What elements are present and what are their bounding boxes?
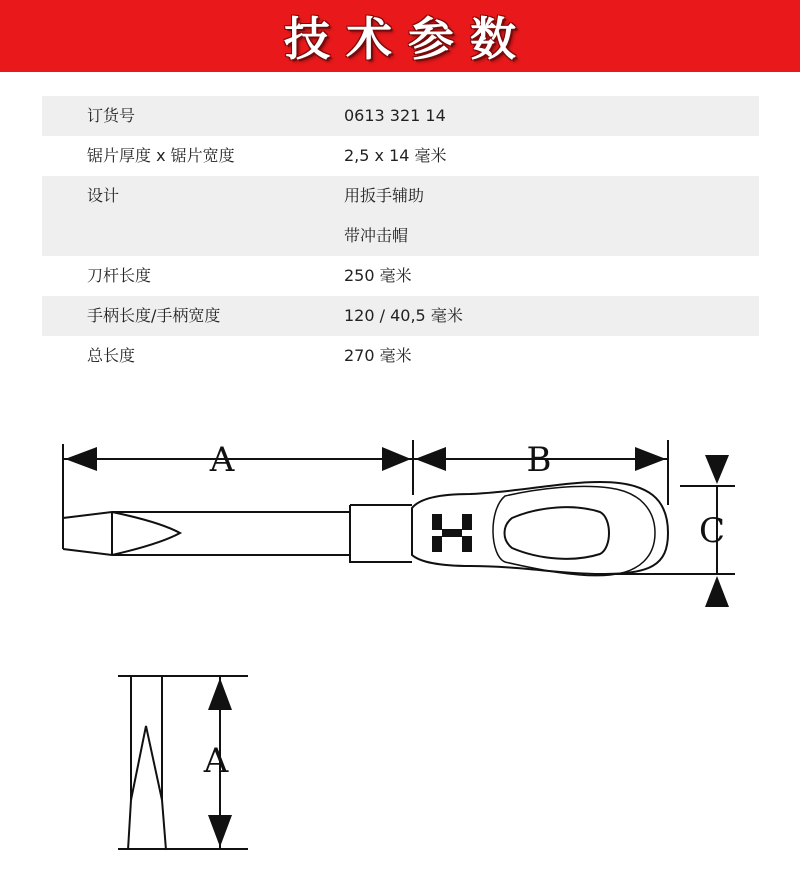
spec-value: 用扳手辅助 (344, 186, 425, 205)
handle-grip-mark (462, 514, 472, 530)
spec-label: 锯片厚度 x 锯片宽度 (87, 146, 235, 165)
spec-label: 订货号 (87, 106, 136, 125)
handle-grip-mark (442, 529, 462, 537)
dimension-label-b: B (526, 440, 552, 480)
spec-value: 250 毫米 (344, 266, 412, 285)
spec-value: 带冲击帽 (344, 226, 409, 245)
handle-grip-mark (432, 514, 442, 530)
spec-label: 手柄长度/手柄宽度 (87, 306, 221, 325)
handle-grip-mark (432, 536, 442, 552)
dimension-label-a: A (209, 440, 235, 480)
dimension-label-c: C (698, 511, 726, 551)
spec-value: 120 / 40,5 毫米 (344, 306, 463, 325)
spec-value: 270 毫米 (344, 346, 412, 365)
spec-label: 设计 (87, 186, 120, 205)
blade-tip-diagram (118, 676, 248, 850)
spec-value: 2,5 x 14 毫米 (344, 146, 447, 165)
handle-grip-mark (462, 536, 472, 552)
screwdriver-shaft (63, 505, 412, 562)
spec-label: 刀杆长度 (87, 266, 152, 285)
spec-value: 0613 321 14 (344, 106, 446, 125)
dimension-label-a-tip: A (203, 741, 229, 781)
spec-label: 总长度 (87, 346, 136, 365)
screwdriver-handle (412, 482, 668, 576)
banner-title: 技术参数 (284, 12, 532, 66)
